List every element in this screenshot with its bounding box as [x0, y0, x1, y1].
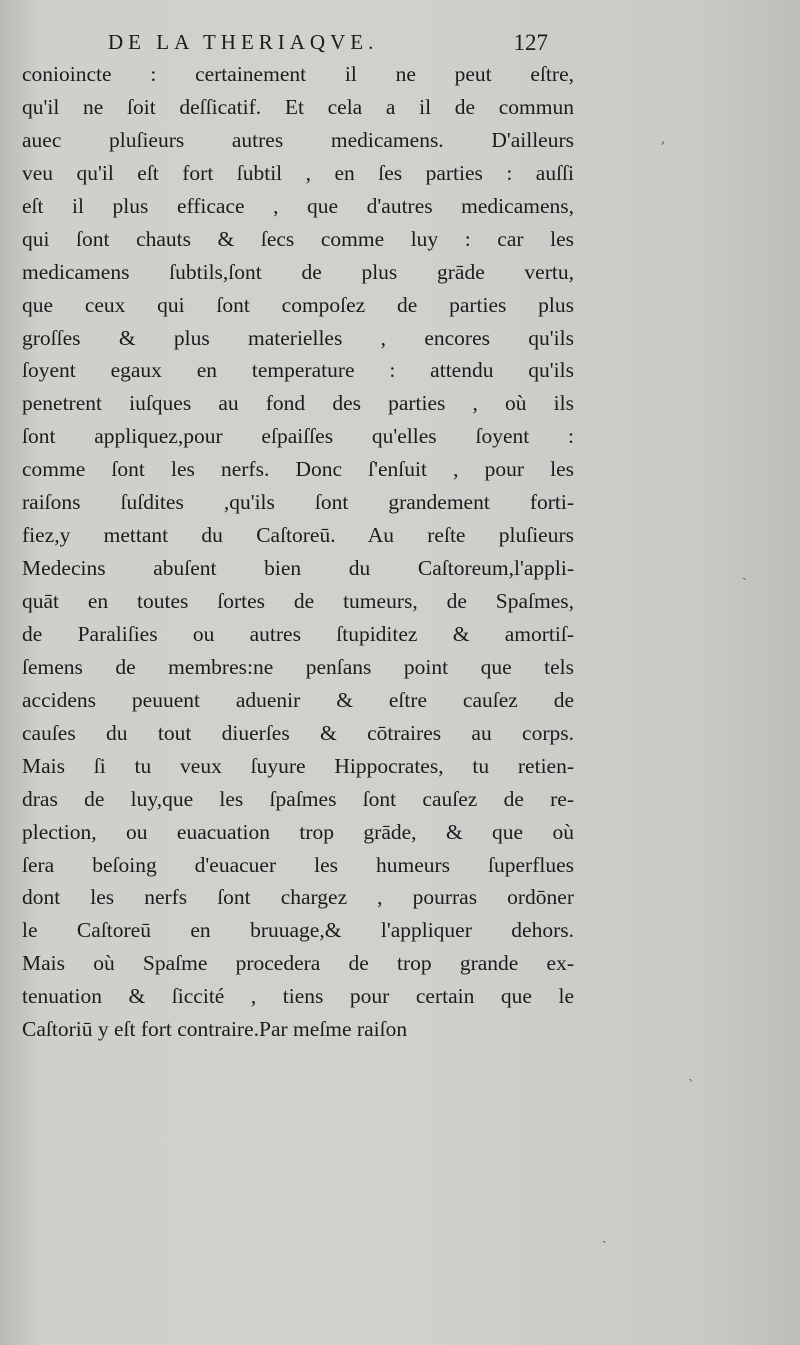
text-line: medicamens ſubtils,ſont de plus grāde vertu, — [22, 259, 574, 284]
text-line: auec pluſieurs autres medicamens. D'ailleurs — [22, 127, 574, 152]
page-number: 127 — [513, 30, 548, 55]
text-line: ſoyent egaux en temperature : attendu qu'ils — [22, 358, 574, 383]
text-line: groſſes & plus materielles , encores qu'ils — [22, 325, 574, 350]
text-line: Mais où Spaſme procedera de trop grande ex- — [22, 951, 574, 976]
text-line: de Paraliſies ou autres ſtupiditez & amortiſ- — [22, 621, 574, 646]
running-head: DE LA THERIAQVE. — [108, 30, 379, 54]
text-line: Caſtoriū y eſt fort contraire.Par meſme raiſon — [22, 1017, 408, 1042]
speck-mark: ˏ — [602, 1228, 607, 1244]
text-line: ſera beſoing d'euacuer les humeurs ſuperflues — [22, 852, 574, 877]
text-line: qu'il ne ſoit deſſicatif. Et cela a il de commun — [22, 94, 574, 119]
text-line: eſt il plus efficace , que d'autres medicamens, — [22, 193, 574, 218]
text-line: comme ſont les nerfs. Donc ſ'enſuit , pour les — [22, 457, 574, 482]
text-line: fiez,y mettant du Caſtoreū. Au reſte pluſieurs — [22, 523, 574, 548]
text-line: accidens peuuent aduenir & eſtre cauſez de — [22, 687, 574, 712]
text-line: cauſes du tout diuerſes & cōtraires au corps. — [22, 720, 574, 745]
text-line: ſemens de membres:ne penſans point que tels — [22, 654, 574, 679]
text-line: conioincte : certainement il ne peut eſtre, — [22, 62, 574, 86]
text-line: plection, ou euacuation trop grāde, & que où — [22, 819, 574, 844]
page-header — [108, 30, 548, 60]
text-line: dras de luy,que les ſpaſmes ſont cauſez de re- — [22, 786, 574, 811]
text-line: Mais ſi tu veux ſuyure Hippocrates, tu retien- — [22, 753, 574, 778]
text-line: dont les nerfs ſont chargez , pourras ordōner — [22, 885, 574, 910]
body-text — [22, 58, 574, 1046]
text-line: que ceux qui ſont compoſez de parties plus — [22, 292, 574, 317]
text-line: penetrent iuſques au fond des parties , où ils — [22, 391, 574, 416]
speck-mark: ʼ — [660, 140, 665, 156]
text-line: quāt en toutes ſortes de tumeurs, de Spaſmes, — [22, 589, 574, 613]
speck-mark: ˏ — [742, 565, 747, 581]
text-line: tenuation & ſiccité , tiens pour certain que le — [22, 984, 574, 1009]
text-line: ſont appliquez,pour eſpaiſſes qu'elles ſoyent : — [22, 424, 574, 449]
text-line: qui ſont chauts & ſecs comme luy : car les — [22, 226, 574, 251]
text-line: veu qu'il eſt fort ſubtil , en ſes parties : auſſi — [22, 160, 574, 185]
text-line: raiſons ſuſdites ,qu'ils ſont grandement forti- — [22, 490, 574, 515]
text-line: Medecins abuſent bien du Caſtoreum,l'appli- — [22, 556, 574, 581]
speck-mark: ˋ — [688, 1078, 695, 1094]
text-line: le Caſtoreū en bruuage,& l'appliquer dehors. — [22, 918, 574, 943]
